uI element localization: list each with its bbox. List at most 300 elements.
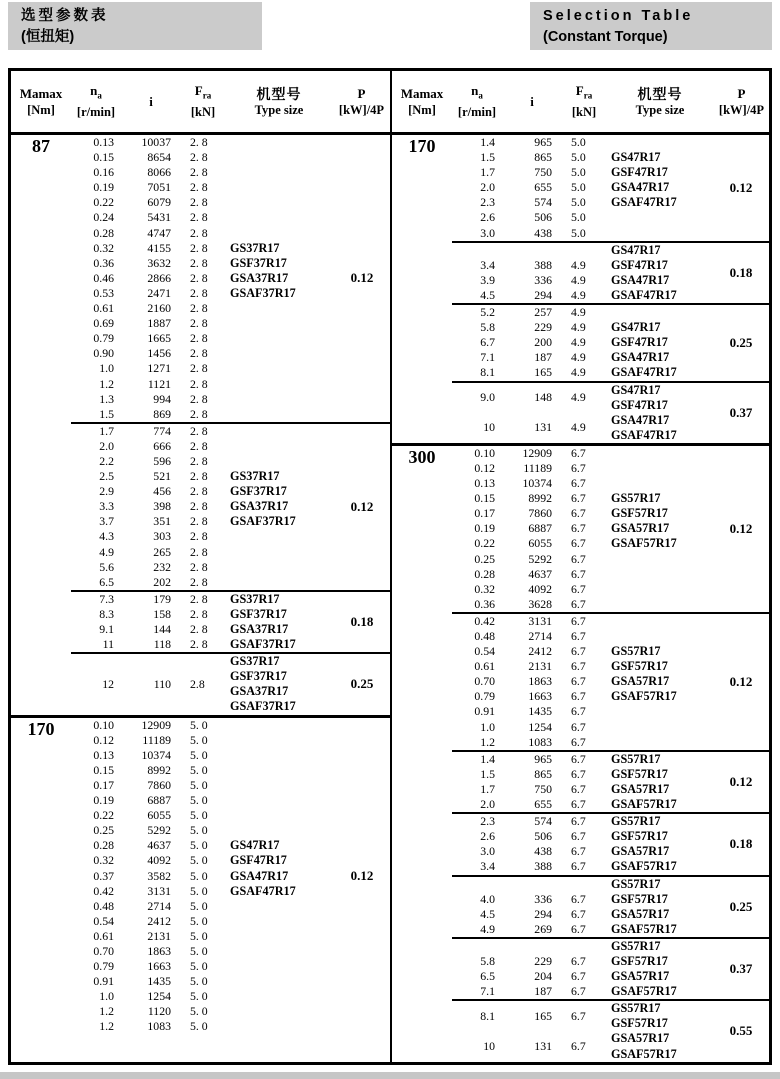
table-row: [71, 733, 334, 748]
cell-i: 131: [534, 1038, 552, 1053]
cell-i: 774: [153, 423, 171, 438]
cell-na: 10: [483, 420, 495, 435]
cell-i: 303: [153, 529, 171, 544]
cell-fra: 5. 0: [190, 777, 208, 792]
cell-type: [227, 974, 334, 989]
cell-i: 2714: [147, 898, 171, 913]
cell-fra: 6.7: [571, 814, 586, 829]
cell-type: [227, 575, 334, 590]
cell-i: 2866: [147, 270, 171, 285]
cell-type: GSAF37R17: [230, 285, 296, 300]
cell-na: 0.32: [93, 853, 114, 868]
cell-na: 1.2: [99, 1019, 114, 1034]
table-row: [71, 150, 334, 165]
cell-i: 2714: [528, 629, 552, 643]
type-line: GSA47R17: [611, 412, 670, 427]
cell-na: 0.22: [474, 536, 495, 551]
cell-i: 269: [534, 921, 552, 936]
cell-na: 6.7: [480, 335, 495, 350]
table-row: [452, 243, 713, 258]
cell-type: GS57R17: [611, 644, 661, 659]
cell-i: 994: [153, 391, 171, 406]
cell-na: 4.3: [99, 529, 114, 544]
cell-i: 351: [153, 514, 171, 529]
cell-type: GSAF57R17: [611, 859, 677, 874]
cell-type: GS37R17: [230, 469, 280, 484]
table-row: [71, 899, 334, 914]
cell-type: [608, 1031, 713, 1061]
table-row: [452, 1001, 713, 1031]
cell-i: 10374: [522, 476, 552, 491]
cell-i: 8992: [528, 491, 552, 506]
table-row: [71, 499, 334, 514]
table-row: [71, 469, 334, 484]
table-row: [71, 301, 334, 316]
cell-i: 7860: [147, 777, 171, 792]
table-row: [71, 575, 334, 590]
col-header-mamax: Mamax [Nm]: [19, 85, 63, 117]
cell-na: 1.7: [480, 781, 495, 796]
cell-fra: 2. 8: [190, 150, 208, 165]
ratio-block: [452, 937, 769, 999]
cell-fra: 2. 8: [190, 240, 208, 255]
cell-fra: 5. 0: [190, 732, 208, 747]
table-row: [71, 959, 334, 974]
table-row: [71, 944, 334, 959]
cell-fra: 5.0: [571, 165, 586, 180]
cell-i: 294: [534, 287, 552, 302]
cell-fra: [564, 243, 608, 258]
table-row: [452, 305, 713, 320]
cell-type: GSAF47R17: [230, 883, 296, 898]
cell-na: 5.8: [480, 953, 495, 968]
block-rows: [452, 1001, 713, 1061]
cell-power: 0.55: [729, 1023, 753, 1039]
cell-power: 0.37: [729, 404, 753, 420]
cell-fra: 2. 8: [190, 544, 208, 559]
cell-fra: 2. 8: [190, 423, 208, 438]
ratio-block: [71, 718, 390, 1035]
cell-fra: 5. 0: [190, 808, 208, 823]
table-row: [452, 365, 713, 380]
cell-fra: 2. 8: [190, 331, 208, 346]
cell-i: 4092: [147, 853, 171, 868]
cell-type: [227, 545, 334, 560]
cell-fra: 5. 0: [190, 883, 208, 898]
cell-type: [227, 377, 334, 392]
cell-power: 0.12: [350, 270, 374, 286]
cell-fra: 2. 8: [190, 453, 208, 468]
ratio-block: [71, 590, 390, 652]
cell-type: GS57R17: [611, 814, 661, 829]
cell-na: 0.28: [474, 566, 495, 581]
table-row: [452, 767, 713, 782]
cell-power: 0.25: [350, 676, 374, 692]
cell-fra: 5. 0: [190, 1004, 208, 1019]
cell-na: 0.42: [93, 883, 114, 898]
cell-i: 11189: [523, 460, 552, 475]
cell-na: 7.1: [480, 350, 495, 365]
table-row: [452, 536, 713, 551]
cell-fra: 2. 8: [190, 210, 208, 225]
cell-type: GSA57R17: [611, 906, 670, 921]
block-rows: [452, 243, 713, 303]
ratio-block: [452, 135, 769, 241]
cell-type: GSF47R17: [611, 335, 668, 350]
cell-na: 0.22: [93, 808, 114, 823]
table-row: [452, 552, 713, 567]
ratio-blocks: [71, 135, 390, 715]
table-row: [452, 476, 713, 491]
cell-na: 0.36: [93, 255, 114, 270]
table-row: [452, 226, 713, 241]
cell-i: [502, 939, 564, 954]
cell-i: 187: [534, 984, 552, 999]
cell-i: 118: [153, 637, 171, 652]
col-header-i: i: [530, 93, 534, 109]
cell-type: [608, 135, 713, 150]
ratio-block: [71, 422, 390, 590]
cell-fra: 2. 8: [190, 514, 208, 529]
cell-i: 8066: [147, 165, 171, 180]
cell-type: [227, 301, 334, 316]
column-header-row: [392, 71, 769, 135]
cell-i: 6887: [528, 521, 552, 536]
cell-i: 574: [534, 814, 552, 829]
table-row: [452, 797, 713, 812]
cell-na: 0.15: [93, 762, 114, 777]
block-rows: [71, 135, 334, 422]
cell-fra: 4.9: [571, 272, 586, 287]
cell-na: 0.91: [93, 974, 114, 989]
col-header-i: i: [149, 93, 153, 109]
cell-type: [608, 552, 713, 567]
table-row: [71, 529, 334, 544]
table-row: [452, 597, 713, 612]
table-row: [71, 135, 334, 150]
table-row: [71, 392, 334, 407]
table-row: [452, 674, 713, 689]
cell-type: GSF57R17: [611, 766, 668, 781]
table-row: [71, 1004, 334, 1019]
table-row: [71, 271, 334, 286]
cell-fra: 6.7: [571, 797, 586, 812]
cell-i: 12909: [141, 717, 171, 732]
cell-fra: 6.7: [571, 1008, 586, 1023]
cell-i: 5431: [147, 210, 171, 225]
cell-fra: 2. 8: [190, 622, 208, 636]
cell-na: 7.3: [99, 591, 114, 606]
cell-type: [227, 165, 334, 180]
table-row: [71, 180, 334, 195]
cell-na: [452, 877, 502, 892]
table-row: [452, 892, 713, 907]
cell-na: 1.2: [99, 1004, 114, 1019]
cell-fra: 2. 8: [190, 255, 208, 270]
table-row: [71, 929, 334, 944]
table-row: [452, 446, 713, 461]
cell-power: 0.25: [729, 898, 753, 914]
mamax-value: 170: [408, 136, 436, 156]
table-row: [452, 413, 713, 443]
cell-fra: 2. 8: [190, 135, 208, 149]
cell-na: 1.2: [99, 376, 114, 391]
cell-fra: 5. 0: [190, 762, 208, 777]
cell-i: 506: [534, 829, 552, 844]
table-row: [452, 954, 713, 969]
cell-i: 438: [534, 225, 552, 240]
cell-i: 1083: [147, 1019, 171, 1034]
cell-fra: 5. 0: [190, 747, 208, 762]
torque-section: [392, 135, 769, 443]
cell-fra: 6.7: [571, 766, 586, 781]
cell-power: 0.12: [729, 179, 753, 195]
cell-fra: 4.9: [571, 420, 586, 435]
table-row: [452, 165, 713, 180]
cell-i: 2412: [147, 913, 171, 928]
torque-section: [11, 135, 390, 715]
cell-i: 7051: [147, 180, 171, 195]
cell-i: 1254: [147, 989, 171, 1004]
cell-na: 3.9: [480, 272, 495, 287]
table-row: [452, 844, 713, 859]
cell-fra: 2. 8: [190, 361, 208, 376]
cell-na: 1.7: [99, 423, 114, 438]
table-row: [71, 654, 334, 714]
cell-i: [502, 243, 564, 258]
ratio-block: [452, 381, 769, 443]
cell-fra: [564, 877, 608, 892]
cell-type: GSA37R17: [230, 270, 289, 285]
block-rows: [452, 614, 713, 750]
table-row: [452, 582, 713, 597]
table-row: [452, 984, 713, 999]
table-row: [452, 969, 713, 984]
table-row: [71, 286, 334, 301]
type-line: GS37R17: [230, 654, 280, 669]
block-rows: [452, 939, 713, 999]
cell-fra: 4.9: [571, 335, 586, 350]
type-line: GSAF37R17: [230, 699, 296, 714]
cell-type: [227, 929, 334, 944]
cell-type: [227, 823, 334, 838]
cell-na: 4.5: [480, 906, 495, 921]
title-zh-line1: 选型参数表: [21, 8, 109, 24]
cell-i: 965: [534, 751, 552, 766]
cell-fra: [564, 939, 608, 954]
table-row: [452, 461, 713, 476]
cell-na: 1.5: [480, 766, 495, 781]
cell-i: 1863: [147, 943, 171, 958]
cell-fra: 6.7: [571, 460, 586, 475]
cell-type: [608, 305, 713, 320]
cell-i: 200: [534, 335, 552, 350]
cell-na: 0.19: [93, 180, 114, 195]
cell-fra: 6.7: [571, 521, 586, 536]
block-rows: [71, 718, 334, 1035]
cell-fra: 2. 8: [190, 301, 208, 316]
cell-na: 3.0: [480, 844, 495, 859]
table-row: [452, 180, 713, 195]
cell-i: 521: [153, 469, 171, 484]
cell-fra: 6.7: [571, 536, 586, 551]
cell-na: 0.70: [93, 943, 114, 958]
cell-fra: 6.7: [571, 704, 586, 719]
cell-type: [227, 989, 334, 1004]
cell-na: 0.19: [93, 793, 114, 808]
cell-fra: 2. 8: [190, 574, 208, 589]
cell-type: GS57R17: [611, 491, 661, 506]
cell-fra: 2. 8: [190, 225, 208, 240]
cell-na: 0.13: [474, 476, 495, 491]
cell-na: 3.0: [480, 225, 495, 240]
cell-i: 165: [534, 365, 552, 380]
cell-i: 965: [534, 135, 552, 149]
table-row: [71, 884, 334, 899]
cell-i: 3131: [528, 613, 552, 628]
type-line: GSF57R17: [611, 1016, 668, 1031]
cell-na: 0.79: [474, 689, 495, 704]
cell-i: 655: [534, 180, 552, 195]
cell-type: [608, 446, 713, 461]
table-row: [71, 226, 334, 241]
cell-i: 8654: [147, 150, 171, 165]
cell-i: 144: [153, 622, 171, 636]
cell-i: 574: [534, 195, 552, 210]
cell-type: [608, 476, 713, 491]
cell-i: 506: [534, 210, 552, 225]
cell-power: 0.12: [350, 868, 374, 884]
cell-type: [227, 748, 334, 763]
cell-type: GSF47R17: [611, 165, 668, 180]
table-row: [452, 150, 713, 165]
cell-fra: 2. 8: [190, 285, 208, 300]
cell-fra: 5. 0: [190, 913, 208, 928]
cell-fra: 2. 8: [190, 559, 208, 574]
table-row: [452, 829, 713, 844]
cell-i: 1271: [147, 361, 171, 376]
cell-na: 0.19: [474, 521, 495, 536]
cell-fra: 6.7: [571, 491, 586, 506]
cell-na: 0.12: [474, 460, 495, 475]
cell-na: 1.0: [99, 361, 114, 376]
cell-type: GSAF47R17: [611, 287, 677, 302]
cell-type: GSF37R17: [230, 255, 287, 270]
cell-fra: 6.7: [571, 719, 586, 734]
cell-i: [502, 877, 564, 892]
cell-type: [227, 718, 334, 733]
cell-na: 0.79: [93, 331, 114, 346]
table-row: [71, 869, 334, 884]
cell-i: 2131: [147, 928, 171, 943]
cell-type: GS47R17: [611, 320, 661, 335]
block-rows: [452, 877, 713, 937]
cell-type: [227, 316, 334, 331]
cell-type: [608, 226, 713, 241]
cell-i: 6055: [147, 808, 171, 823]
table-row: [71, 838, 334, 853]
cell-fra: 6.7: [571, 829, 586, 844]
table-row: [452, 720, 713, 735]
table-row: [452, 135, 713, 150]
cell-i: 6887: [147, 793, 171, 808]
cell-fra: 6.7: [571, 613, 586, 628]
cell-i: 1663: [147, 959, 171, 974]
block-rows: [71, 654, 334, 714]
col-header-power: P [kW]/4P: [718, 85, 765, 117]
cell-na: 0.13: [93, 747, 114, 762]
cell-na: 0.32: [93, 240, 114, 255]
cell-i: 865: [534, 766, 552, 781]
table-right-body: [392, 135, 769, 1062]
cell-na: 3.3: [99, 499, 114, 514]
table-row: [71, 210, 334, 225]
cell-power: 0.12: [729, 773, 753, 789]
cell-type: GSAF47R17: [611, 365, 677, 380]
cell-na: 6.5: [99, 574, 114, 589]
cell-na: 2.6: [480, 829, 495, 844]
cell-na: 10: [483, 1038, 495, 1053]
col-header-power: P [kW]/4P: [338, 85, 385, 117]
table-row: [71, 718, 334, 733]
cell-type: [227, 959, 334, 974]
cell-type: [227, 733, 334, 748]
table-row: [452, 814, 713, 829]
ratio-block: [452, 999, 769, 1061]
mamax-value: 300: [408, 446, 436, 467]
cell-fra: 6.7: [571, 751, 586, 766]
cell-na: 0.91: [474, 704, 495, 719]
col-header-type: 机型号 Type size: [254, 85, 304, 117]
table-row: [452, 288, 713, 303]
cell-na: 0.36: [474, 596, 495, 611]
block-rows: [452, 752, 713, 812]
cell-type: GSA47R17: [230, 868, 289, 883]
table-row: [71, 823, 334, 838]
table-row: [71, 424, 334, 439]
cell-fra: 6.7: [571, 551, 586, 566]
block-rows: [452, 814, 713, 874]
cell-fra: 2. 8: [190, 376, 208, 391]
cell-i: 1456: [147, 346, 171, 361]
torque-section: [392, 443, 769, 1062]
cell-type: GSAF37R17: [230, 514, 296, 529]
table-row: [71, 377, 334, 392]
cell-type: GSA57R17: [611, 844, 670, 859]
cell-i: 655: [534, 797, 552, 812]
cell-i: 3131: [147, 883, 171, 898]
cell-fra: 2. 8: [190, 637, 208, 652]
block-rows: [452, 135, 713, 241]
cell-i: 179: [153, 591, 171, 606]
cell-na: 7.1: [480, 984, 495, 999]
cell-i: 456: [153, 484, 171, 499]
cell-fra: 6.7: [571, 781, 586, 796]
cell-fra: 5. 0: [190, 838, 208, 853]
cell-i: 229: [534, 320, 552, 335]
ratio-blocks: [71, 718, 390, 1035]
cell-i: 294: [534, 906, 552, 921]
col-header-na: $n_a$ [r/min]: [76, 83, 116, 119]
cell-na: 2.5: [99, 469, 114, 484]
cell-type: GSF37R17: [230, 606, 287, 621]
cell-fra: 2.8: [190, 676, 205, 691]
cell-type: [227, 439, 334, 454]
cell-type: [227, 763, 334, 778]
cell-i: 1083: [528, 734, 552, 749]
cell-fra: 5. 0: [190, 989, 208, 1004]
cell-fra: 6.7: [571, 506, 586, 521]
